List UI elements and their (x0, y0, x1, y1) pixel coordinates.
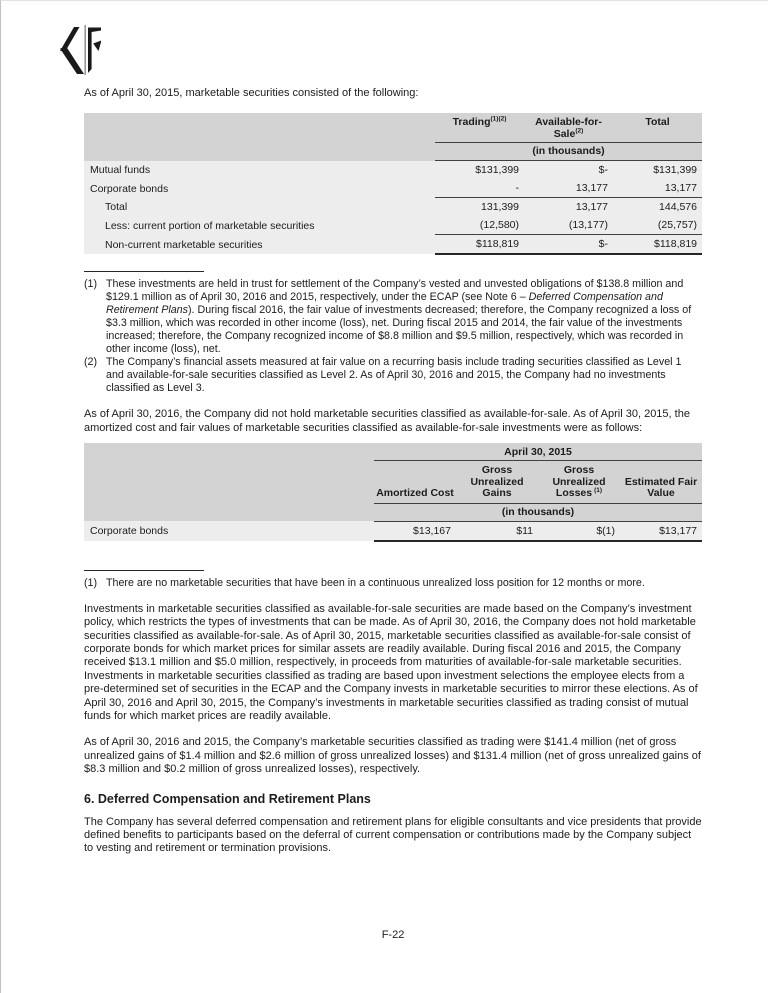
table1-header (84, 113, 702, 161)
table2-col-estimated-fair-value: Estimated Fair Value (624, 475, 698, 500)
row-label: Total (105, 201, 128, 214)
cell-afs: $- (598, 164, 608, 177)
footnote-ref-icon: (1) (594, 486, 603, 494)
footnote-number: (1) (84, 278, 98, 291)
marketable-securities-table (84, 113, 702, 255)
table-row (84, 161, 702, 180)
table2-footnotes (84, 577, 702, 590)
cell-trading: $118,819 (435, 235, 524, 255)
table2-units-label: (in thousands) (374, 503, 702, 521)
table1-col-available-for-sale: Available-for-Sale$^{(2)}$ (535, 116, 602, 140)
footnote-separator (84, 271, 204, 272)
footnote-number: (2) (84, 356, 98, 369)
table2-period-label: April 30, 2015 (374, 443, 702, 461)
paragraph-plans: The Company has several deferred compensation and retirement plans for eligible consultants and vice presidents that provide defined benefits to participants based on the deferral of current compensation or contributions made by the Company subject to vesting and retirement or termination provisions. (84, 815, 702, 855)
table2-col-gross-unrealized-gains: Gross Unrealized Gains (470, 464, 524, 500)
footnote-1 (84, 577, 702, 590)
paragraph-investments: Investments in marketable securities classified as available-for-sale securities are made based on the Company’s investment policy, which restricts the types of investments that can be made. As of April 30, 2016, the Company does not hold marketable securities classified as available-for-sale. As of April 30, 2015, marketable securities classified as available-for-sale consist of corporate bonds for which market prices for similar assets are readily available. During fiscal 2016 and 2015, the Company received $13.1 million and $5.0 million, respectively, in proceeds from maturities of available-for-sale marketable securities. Investments in marketable securities classified as trading are based upon investment selections the employee elects from a pre-determined set of securities in the ECAP and the Company invests in marketable securities to mirror these elections. As of April 30, 2016 and April 30, 2015, the Company’s investments in marketable securities classified as trading consist of mutual funds for which market prices are readily available. (84, 602, 698, 722)
footnote-ref-icon: (1)(2) (490, 115, 507, 123)
cell-gross-unrealized-losses: $(1) (538, 521, 620, 541)
table1-footnotes (84, 278, 702, 395)
available-for-sale-table (84, 443, 702, 542)
korn-ferry-logo-icon (57, 25, 101, 75)
section-heading-deferred-compensation: 6. Deferred Compensation and Retirement Plans (84, 791, 371, 806)
paragraph-trading-values: As of April 30, 2016 and 2015, the Company’s marketable securities classified as trading were $141.4 million (net of gross unrealized gains of $1.4 million and $2.6 million of gross unrealized losses) and $131.4 million (net of gross unrealized gains of $8.3 million and $0.2 million of gross unrealized losses), respectively. (84, 736, 701, 776)
footnote-separator (84, 570, 204, 571)
row-label: Corporate bonds (90, 182, 169, 195)
cell-total: (25,757) (657, 219, 697, 232)
table2-header (84, 443, 702, 521)
table2-empty-corner (84, 461, 374, 504)
footnote-number: (1) (84, 576, 98, 589)
cell-afs: $- (524, 235, 613, 255)
footnote-text: These investments are held in trust for settlement of the Company’s vested and unvested obligations of $138.8 million and $129.1 million as of April 30, 2016 and 2015, respectively, under the ECAP (see Note 6 – Deferred Compensation and Retirement Plans). During fiscal 2016, the fair value of investments decreased; therefore, the Company recognized a loss of $3.3 million, which was recorded in other income (loss), net. During fiscal 2015 and 2014, the fair value of the investments increased; therefore, the Company recognized income of $8.8 million and $9.5 million, respectively, which was recorded in other income (loss), net. (106, 278, 692, 356)
footnote-ref-icon: (2) (575, 127, 584, 135)
cell-trading: - (515, 182, 519, 195)
table1-col-total: Total (645, 116, 670, 129)
page-number: F-22 (381, 929, 405, 941)
intro-paragraph-table1: As of April 30, 2015, marketable securities consisted of the following: (84, 87, 419, 99)
cell-gross-unrealized-gains: $11 (456, 521, 538, 541)
table1-empty-corner (84, 113, 435, 143)
intro-paragraph-table2: As of April 30, 2016, the Company did not hold marketable securities classified as available-for-sale. As of April 30, 2015, the amortized cost and fair values of marketable securities classified as available-for-sale investments were as follows: (84, 408, 690, 434)
cell-estimated-fair-value: $13,177 (620, 521, 702, 541)
cell-trading: $131,399 (475, 164, 519, 177)
table2-col-amortized-cost: Amortized Cost (376, 487, 454, 500)
cell-afs: 13,177 (575, 182, 608, 195)
row-label: Mutual funds (90, 164, 151, 177)
table-row-noncurrent (84, 235, 702, 255)
cell-amortized-cost: $13,167 (374, 521, 456, 541)
cell-trading: 131,399 (435, 198, 524, 217)
cell-afs: 13,177 (524, 198, 613, 217)
row-label: Non-current marketable securities (105, 238, 263, 251)
footnote-text: The Company’s financial assets measured at fair value on a recurring basis include trading securities classified as Level 1 and available-for-sale securities classified as Level 2. As of April 30, 2016 and 2015, the Company had no investments classified as Level 3. (106, 356, 682, 395)
footnote-text: There are no marketable securities that have been in a continuous unrealized loss position for 12 months or more. (106, 576, 645, 589)
footnote-1 (84, 278, 702, 356)
row-label: Corporate bonds (90, 524, 169, 537)
page-content (84, 87, 702, 856)
table1-units-label: (in thousands) (435, 143, 702, 161)
table2-col-gross-unrealized-losses: Gross Unrealized Losses $^{(1)}$ (552, 464, 606, 500)
table-row (84, 179, 702, 198)
footnote-2 (84, 356, 702, 395)
cell-total: 13,177 (664, 182, 697, 195)
cell-total: $118,819 (613, 235, 702, 255)
row-label: Less: current portion of marketable securities (105, 219, 315, 232)
cell-total: $131,399 (653, 164, 697, 177)
cell-afs: (13,177) (568, 219, 608, 232)
table-row (84, 521, 702, 541)
table-row-total (84, 198, 702, 217)
table-row (84, 216, 702, 235)
cell-trading: (12,580) (479, 219, 519, 232)
cell-total: 144,576 (613, 198, 702, 217)
table1-col-trading: Trading$^{(1)(2)}$ (452, 115, 507, 129)
